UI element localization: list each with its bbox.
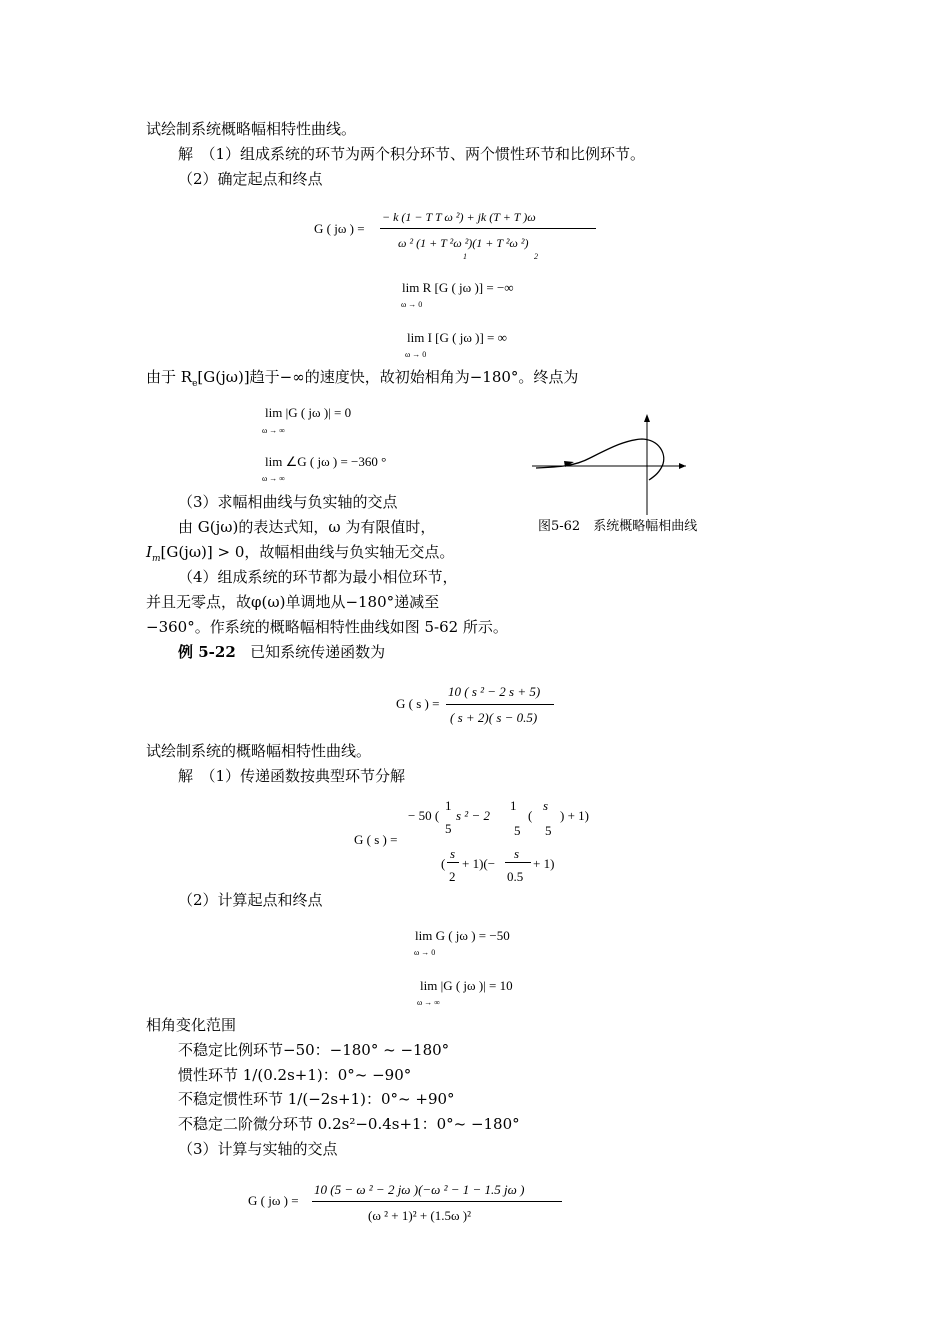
para-decomposition: 解 （1）传递函数按典型环节分解 (178, 767, 406, 785)
eq6-numerator: 10 ( s ² − 2 s + 5) (448, 684, 541, 699)
phase-range-item-1: 不稳定比例环节−50：−180° ~ −180° (178, 1041, 450, 1059)
eq5-limit-subscript: ω → ∞ (262, 474, 285, 483)
para-figure-reference: −360°。作系统的概略幅相特性曲线如图 5-62 所示。 (146, 618, 508, 636)
para-step3b-heading: （3）计算与实轴的交点 (178, 1140, 338, 1158)
eq7-part-a: − 50 ( (408, 808, 440, 823)
para-initial-angle-a: 由于 R (146, 368, 193, 386)
eq1-lhs: G ( jω ) = (314, 221, 365, 236)
para-monotonic: 并且无零点，故φ(ω)单调地从−180°递减至 (146, 593, 440, 611)
eq8-limit-start: lim G ( jω ) = −50 (415, 928, 510, 943)
eq4-limit-subscript: ω → ∞ (262, 426, 285, 435)
phase-range-item-3: 不稳定惯性环节 1/(−2s+1)：0°~ +90° (178, 1090, 455, 1108)
para-plot-instruction: 试绘制系统概略幅相特性曲线。 (146, 120, 357, 138)
eq2-limit-subscript: ω → 0 (401, 300, 423, 309)
eq7-part-f: + 1)(− (462, 856, 496, 871)
eq7-part-c: ( (528, 808, 533, 823)
eq9-limit-end: lim |G ( jω )| = 10 (420, 978, 513, 993)
eq1-den-sub2: 2 (534, 252, 538, 261)
eq7-frac1-den: 5 (445, 821, 452, 836)
eq1-fraction-bar (380, 228, 596, 229)
phase-range-item-4: 不稳定二阶微分环节 0.2s²−0.4s+1：0°~ −180° (178, 1115, 520, 1133)
eq6-denominator: ( s + 2)( s − 0.5) (450, 710, 538, 725)
para-no-intersection-b: [G(jω)] > 0，故幅相曲线与负实轴无交点。 (160, 543, 455, 561)
eq10-fraction-bar (312, 1201, 562, 1202)
para-step2b-heading: （2）计算起点和终点 (178, 891, 323, 909)
para-no-intersection-a: I (146, 543, 152, 561)
eq7-frac5-num: s (514, 846, 520, 861)
eq7-frac1-num: 1 (445, 798, 452, 813)
para-initial-angle-b: [G(jω)]趋于−∞的速度快，故初始相角为−180°。终点为 (197, 368, 579, 386)
eq7-frac5-bar (505, 862, 531, 863)
eq7-part-b: s ² − 2 (456, 808, 490, 823)
para-initial-angle (146, 368, 578, 393)
phase-range-item-2: 惯性环节 1/(0.2s+1)：0°~ −90° (178, 1066, 412, 1084)
para-step3-heading: （3）求幅相曲线与负实轴的交点 (178, 493, 398, 511)
para-phase-range-heading: 相角变化范围 (146, 1016, 237, 1034)
eq4-limit-magnitude: lim |G ( jω )| = 0 (265, 405, 352, 420)
para-expression-note: 由 G(jω)的表达式知，ω 为有限值时， (178, 518, 436, 536)
eq7-part-e: ( (441, 856, 446, 871)
para-no-intersection (146, 543, 454, 568)
para-example-instruction: 试绘制系统的概略幅相特性曲线。 (146, 742, 372, 760)
para-solution-step1: 解 （1）组成系统的环节为两个积分环节、两个惯性环节和比例环节。 (178, 145, 646, 163)
eq10-denominator: (ω ² + 1)² + (1.5ω )² (368, 1208, 472, 1223)
eq9-limit-subscript: ω → ∞ (417, 998, 440, 1007)
eq7-frac4-num: s (450, 846, 456, 861)
eq7-frac3-den: 5 (545, 823, 552, 838)
example-label: 例 5-22 (178, 643, 236, 661)
eq7-frac3-num: s (543, 798, 549, 813)
eq10-numerator: 10 (5 − ω ² − 2 jω )(−ω ² − 1 − 1.5 jω ) (314, 1182, 525, 1197)
example-heading (178, 643, 385, 661)
eq5-limit-phase: lim ∠G ( jω ) = −360 ° (265, 454, 387, 469)
eq1-denominator: ω ² (1 + T ²ω ²)(1 + T ²ω ²) (398, 236, 529, 250)
eq1-den-sub1: 1 (463, 252, 467, 261)
para-step4: （4）组成系统的环节都为最小相位环节， (178, 568, 458, 586)
real-axis-arrow (679, 463, 686, 469)
eq6-lhs: G ( s ) = (396, 696, 440, 711)
eq7-frac2-num: 1 (510, 798, 517, 813)
example-text: 已知系统传递函数为 (250, 643, 386, 661)
eq10-lhs: G ( jω ) = (248, 1193, 299, 1208)
eq1-numerator: − k (1 − T T ω ²) + jk (T + T )ω (382, 210, 536, 224)
eq2-limit-real: lim R [G ( jω )] = −∞ (402, 280, 514, 295)
figure-caption: 图5-62 系统概略幅相曲线 (538, 519, 698, 534)
eq7-lhs: G ( s ) = (354, 832, 398, 847)
eq3-limit-subscript: ω → 0 (405, 350, 427, 359)
eq7-frac4-den: 2 (449, 869, 456, 884)
para-step2-heading: （2）确定起点和终点 (178, 170, 323, 188)
eq8-limit-subscript: ω → 0 (414, 948, 436, 957)
para-no-intersection-sub: m (151, 554, 161, 564)
nyquist-sketch-figure (530, 410, 690, 520)
eq7-part-d: ) + 1) (560, 808, 589, 823)
para-initial-angle-sub: e (192, 379, 198, 389)
eq3-limit-imag: lim I [G ( jω )] = ∞ (407, 330, 507, 345)
eq7-frac4-bar (447, 862, 459, 863)
polar-curve (536, 439, 664, 480)
eq7-frac2-den: 5 (514, 823, 521, 838)
imag-axis-arrow (644, 414, 650, 422)
eq7-part-g: + 1) (533, 856, 555, 871)
eq7-frac5-den: 0.5 (507, 869, 524, 884)
eq6-fraction-bar (446, 704, 554, 705)
